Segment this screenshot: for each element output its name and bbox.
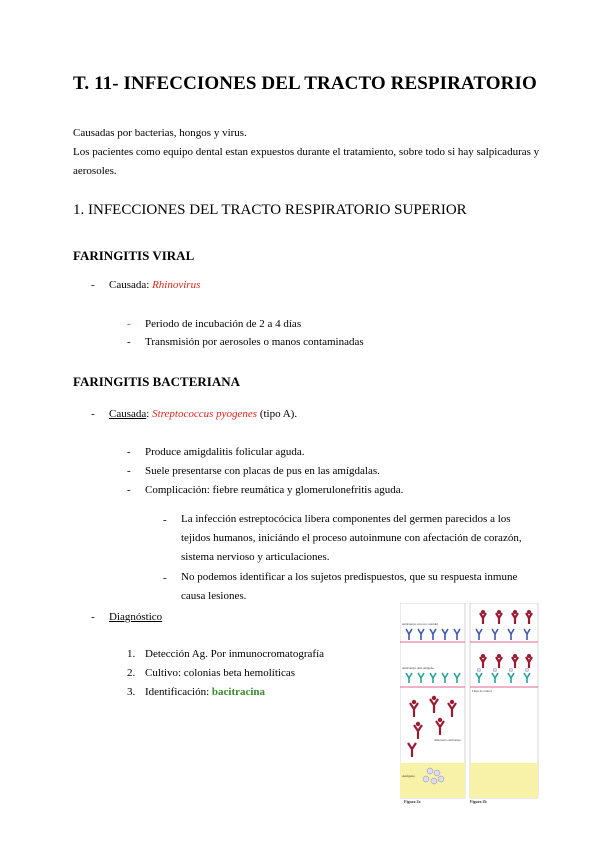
viral-heading: FARINGITIS VIRAL [73, 248, 195, 263]
immunochromatography-figure [400, 603, 540, 803]
diagnosis-label: Diagnóstico [109, 611, 163, 623]
diagnosis-number: 1. [127, 648, 136, 660]
bullet-dash: - [91, 408, 95, 420]
diagnosis-number: 3. [127, 686, 136, 698]
bullet-dash: - [127, 484, 131, 496]
bullet-dash: - [127, 318, 131, 330]
diagnosis-label-id: Identificación: [145, 686, 212, 698]
diagnosis-item: Detección Ag. Por inmunocromatografía [145, 648, 325, 660]
viral-item: Transmisión por aerosoles o manos contaminadas [145, 336, 364, 348]
label-control-line: Línea de control [472, 689, 492, 693]
label-antigen: Antígeno [402, 774, 416, 778]
figure-caption-b: Figura 2b [470, 799, 487, 804]
label-anti-antigen: Anticuerpo anti-antígeno [402, 666, 434, 670]
bacterial-cause-agent: Streptococcus pyogenes [152, 408, 258, 420]
colon: : [146, 408, 153, 420]
bacterial-cause-suffix: (tipo A). [257, 408, 298, 420]
bacterial-cause-label: Causada [109, 408, 147, 420]
bullet-dash: - [91, 611, 95, 623]
viral-cause-label: Causada: [109, 279, 153, 291]
bullet-dash: - [127, 465, 131, 477]
page-title: T. 11- INFECCIONES DEL TRACTO RESPIRATORIO [73, 73, 537, 94]
viral-cause-agent: Rhinovirus [152, 279, 201, 291]
intro [73, 124, 543, 181]
viral-item: Periodo de incubación de 2 a 4 días [145, 318, 302, 330]
bullet-dash: - [127, 446, 131, 458]
label-gold-antibody: Anticuerpo con oro coloidal [402, 622, 438, 626]
figure-caption-a: Figura 2a [404, 799, 421, 804]
bullet-dash: - [127, 336, 131, 348]
diagnosis-item [145, 685, 265, 699]
diagnosis-number: 2. [127, 667, 136, 679]
bacterial-subitem: La infección estreptocócica libera componentes del germen parecidos a los tejidos humanos, iniciándo el proceso autoinmune con afectación de corazón, sistema nervioso y articulaciones. [181, 513, 522, 563]
intro-line-1: Causadas por bacterias, hongos y virus. [73, 127, 247, 139]
diagnosis-item: Cultivo: colonias beta hemolíticas [145, 667, 295, 679]
bacterial-item: Complicación: fiebre reumática y glomerulonefritis aguda. [145, 484, 404, 496]
bacterial-item: Suele presentarse con placas de pus en las amígdalas. [145, 465, 380, 477]
label-antibody-antibody: Anticuerpo anticuerpo [434, 738, 461, 742]
section-heading: 1. INFECCIONES DEL TRACTO RESPIRATORIO SUPERIOR [73, 202, 467, 218]
bacterial-subitem: No podemos identificar a los sujetos predispuestos, que su respuesta inmune causa lesiones. [181, 571, 518, 602]
sample-zone-b [470, 763, 538, 798]
bacterial-cause [109, 407, 297, 421]
bacitracina-highlight: bacitracina [211, 686, 266, 698]
intro-line-2: Los pacientes como equipo dental estan expuestos durante el tratamiento, sobre todo si hay salpicaduras y aerosoles. [73, 146, 540, 177]
bacterial-heading: FARINGITIS BACTERIANA [73, 374, 240, 389]
bullet-dash: - [163, 572, 167, 584]
bacterial-item: Produce amigdalitis folicular aguda. [145, 446, 305, 458]
bullet-dash: - [163, 514, 167, 526]
bullet-dash: - [91, 279, 95, 291]
viral-cause [109, 278, 200, 292]
